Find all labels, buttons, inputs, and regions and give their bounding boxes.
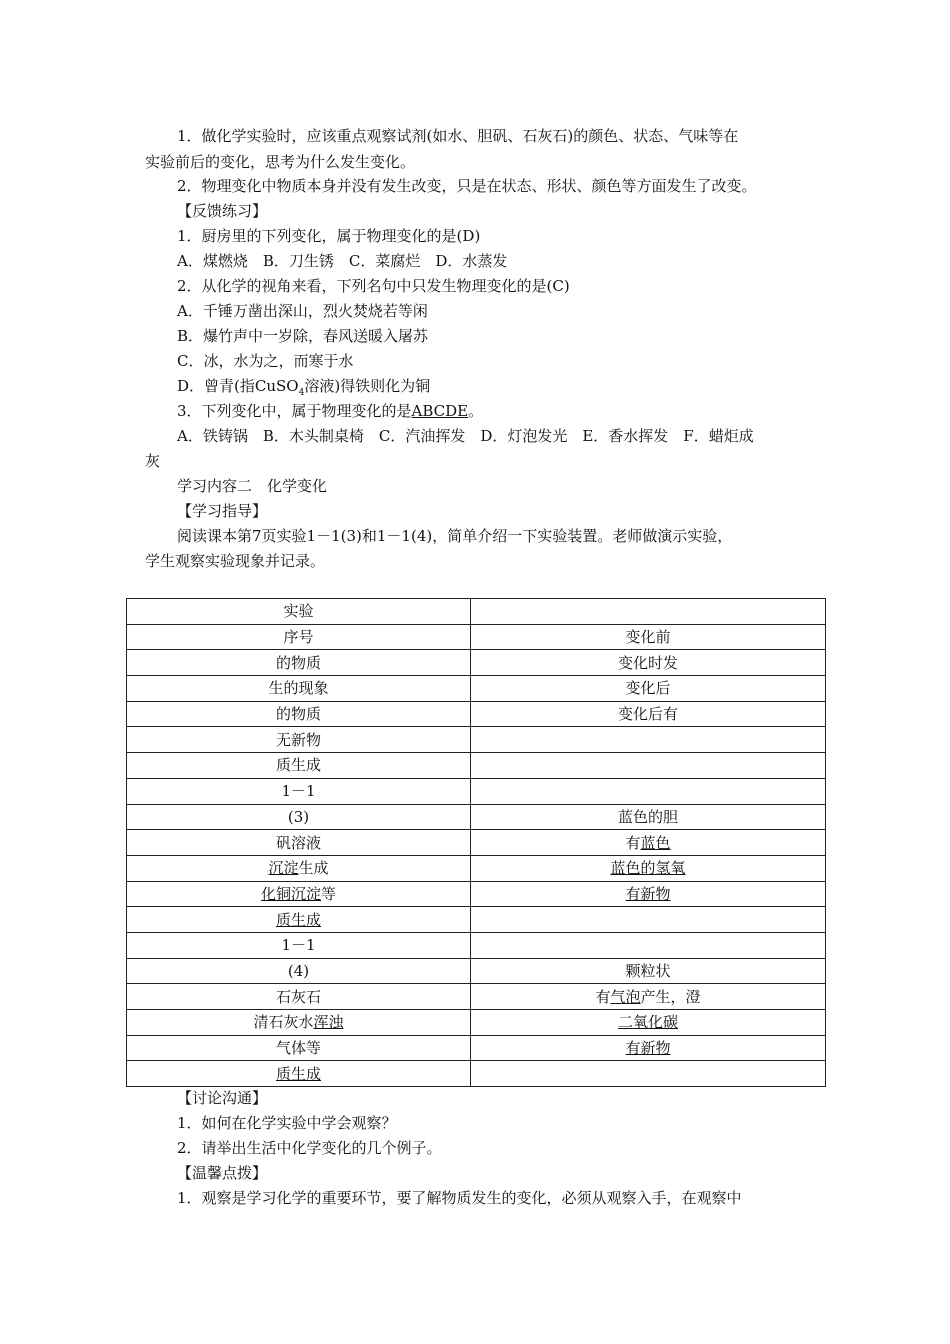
table-cell: 蓝色的胆 (471, 804, 826, 830)
table-cell: 实验 (127, 599, 471, 625)
table-cell (471, 778, 826, 804)
table-cell: 的物质 (127, 650, 471, 676)
question-1-options: A．煤燃烧 B．刀生锈 C．菜腐烂 D．水蒸发 (177, 252, 508, 270)
paragraph-1-line-1: 1．做化学实验时，应该重点观察试剂(如水、胆矾、石灰石)的颜色、状态、气味等在 (177, 127, 739, 145)
feedback-heading: 【反馈练习】 (177, 202, 268, 220)
option-d-text-end: 溶液)得铁则化为铜 (304, 377, 431, 395)
table-cell (471, 907, 826, 933)
question-2-option-b: B．爆竹声中一岁除，春风送暖入屠苏 (177, 327, 429, 345)
cell-text: 清石灰水 (253, 1013, 314, 1032)
table-cell: 生的现象 (127, 676, 471, 702)
table-cell: 的物质 (127, 701, 471, 727)
table-row (127, 830, 826, 856)
cell-answer: 有新物 (625, 884, 671, 903)
paragraph-2: 2．物理变化中物质本身并没有发生改变，只是在状态、形状、颜色等方面发生了改变。 (177, 177, 757, 195)
table-cell: 1－1 (127, 778, 471, 804)
guide-line-2: 学生观察实验现象并记录。 (145, 552, 326, 570)
question-3-end: 。 (468, 402, 484, 420)
table-cell: 变化后有 (471, 701, 826, 727)
table-cell: 1－1 (127, 932, 471, 958)
table-cell: 变化后 (471, 676, 826, 702)
discussion-heading: 【讨论沟通】 (177, 1089, 268, 1107)
table-cell (127, 1010, 471, 1036)
table-row (127, 804, 826, 830)
cell-text: 有 (595, 987, 611, 1006)
tips-line-1: 1．观察是学习化学的重要环节，要了解物质发生的变化，必须从观察入手，在观察中 (177, 1189, 742, 1207)
table-cell (127, 907, 471, 933)
table-row (127, 599, 826, 625)
experiment-table (126, 598, 826, 1087)
section-2-title: 学习内容二 化学变化 (177, 477, 328, 495)
option-d-text: D．曾青(指CuSO (177, 377, 299, 395)
table-cell (471, 1035, 826, 1061)
table-row (127, 958, 826, 984)
table-cell (127, 855, 471, 881)
cell-answer: 二氧化碳 (617, 1013, 678, 1032)
table-cell: 石灰石 (127, 984, 471, 1010)
cell-answer: 质生成 (275, 910, 321, 929)
table-cell (471, 984, 826, 1010)
question-2 (145, 274, 810, 299)
table-row (127, 1061, 826, 1087)
paragraph-1-line-2: 实验前后的变化，思考为什么发生变化。 (145, 153, 416, 171)
cell-answer: 蓝色的氢氧 (610, 859, 686, 878)
question-3 (145, 399, 810, 424)
table-cell (471, 932, 826, 958)
table-cell: 无新物 (127, 727, 471, 753)
table-row (127, 881, 826, 907)
table-cell (471, 830, 826, 856)
cell-answer: 质生成 (275, 1064, 321, 1083)
cell-text: 等 (321, 884, 337, 903)
question-1-close: ) (474, 227, 481, 245)
table-cell (471, 855, 826, 881)
table-cell (127, 881, 471, 907)
table-cell (471, 727, 826, 753)
table-row (127, 932, 826, 958)
table-cell: 质生成 (127, 753, 471, 779)
question-3-options-cont: 灰 (145, 452, 161, 470)
cell-text: 生成 (298, 859, 329, 878)
table-cell: 序号 (127, 624, 471, 650)
table-row (127, 778, 826, 804)
table-row (127, 727, 826, 753)
cell-answer: 浑浊 (313, 1013, 344, 1032)
cell-answer: 气泡 (610, 987, 641, 1006)
discussion-item-2: 2．请举出生活中化学变化的几个例子。 (177, 1139, 442, 1157)
question-2-close: ) (563, 277, 570, 295)
guide-heading: 【学习指导】 (177, 502, 268, 520)
table-cell (471, 599, 826, 625)
table-cell: 变化前 (471, 624, 826, 650)
cell-text: 有 (625, 833, 641, 852)
table-row (127, 753, 826, 779)
table-cell: 矾溶液 (127, 830, 471, 856)
table-row (127, 701, 826, 727)
question-3-options: A．铁铸锅 B．木头制桌椅 C．汽油挥发 D．灯泡发光 E．香水挥发 F．蜡炬成 (177, 427, 754, 445)
tips-heading: 【温馨点拨】 (177, 1164, 268, 1182)
table-row (127, 676, 826, 702)
table-row (127, 855, 826, 881)
table-row (127, 1010, 826, 1036)
table-row (127, 984, 826, 1010)
cell-answer: 沉淀 (268, 859, 299, 878)
cell-answer: 化铜沉淀 (260, 884, 321, 903)
question-3-stem: 3．下列变化中，属于物理变化的是 (177, 402, 412, 420)
discussion-item-1: 1．如何在化学实验中学会观察？ (177, 1114, 397, 1132)
table-cell (471, 881, 826, 907)
table-row (127, 650, 826, 676)
question-2-option-a: A．千锤万凿出深山，烈火焚烧若等闲 (177, 302, 428, 320)
table-cell: (4) (127, 958, 471, 984)
table-row (127, 1035, 826, 1061)
table-cell (471, 1061, 826, 1087)
table-cell: 气体等 (127, 1035, 471, 1061)
question-2-option-c: C．冰，水为之，而寒于水 (177, 352, 354, 370)
question-1 (145, 224, 810, 249)
table-cell: 颗粒状 (471, 958, 826, 984)
table-cell (471, 753, 826, 779)
question-1-stem: 1．厨房里的下列变化，属于物理变化的是( (177, 227, 463, 245)
question-1-answer: D (462, 227, 475, 245)
cell-text: 产生，澄 (640, 987, 701, 1006)
option-d-subscript: 4 (298, 388, 305, 398)
table-row (127, 624, 826, 650)
question-2-stem: 2．从化学的视角来看，下列名句中只发生物理变化的是( (177, 277, 553, 295)
guide-line-1: 阅读课本第7页实验1－1(3)和1－1(4)，简单介绍一下实验装置。老师做演示实验， (177, 527, 733, 545)
table-row (127, 907, 826, 933)
cell-answer: 蓝色 (640, 833, 671, 852)
table-cell (471, 1010, 826, 1036)
table-cell: 变化时发 (471, 650, 826, 676)
cell-answer: 有新物 (625, 1039, 671, 1058)
table-cell: (3) (127, 804, 471, 830)
question-2-answer: C (552, 277, 564, 295)
table-cell (127, 1061, 471, 1087)
question-3-answer: ABCDE (411, 402, 469, 420)
